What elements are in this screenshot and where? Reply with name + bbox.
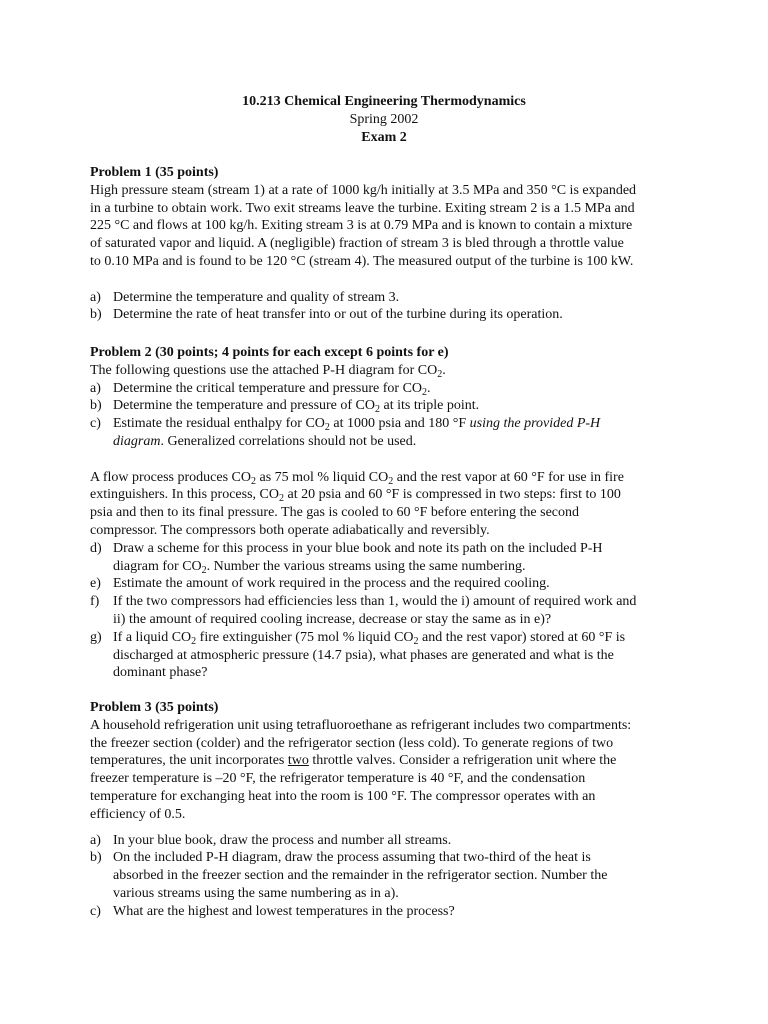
term: Spring 2002 <box>349 112 419 127</box>
question-label: c) <box>90 903 101 919</box>
question-item: e) Estimate the amount of work required in the process and the required cooling. <box>90 576 550 592</box>
question-item: a) In your blue book, draw the process and number all streams. <box>90 832 452 848</box>
question-label: b) <box>90 307 102 323</box>
problem-2 <box>90 344 690 682</box>
problem-3 <box>90 699 690 921</box>
problem-1-line: High pressure steam (stream 1) at a rate of 1000 kg/h initially at 3.5 MPa and 350 °C is expanded <box>90 182 637 198</box>
question-label: a) <box>90 289 101 305</box>
question-label: c) <box>90 416 101 432</box>
course-title: 10.213 Chemical Engineering Thermodynamics <box>242 94 526 109</box>
question-text: Determine the temperature and quality of stream 3. <box>113 289 400 305</box>
question-label: a) <box>90 832 101 848</box>
question-item: c) Estimate the residual enthalpy for $CO_2$ at 1000 psia and 180 °F using the provided P-H diagram. Generalized correlations should not be used. <box>90 416 601 449</box>
problem-3-line: freezer temperature is –20 °F, the refrigerator temperature is 40 °F, and the condensation <box>90 771 586 787</box>
question-label: b) <box>90 850 102 866</box>
problem-1-line: of saturated vapor and liquid. A (negligible) fraction of stream 3 is bled through a throttle value <box>90 236 624 252</box>
question-label: f) <box>90 594 100 610</box>
question-label: b) <box>90 398 102 414</box>
question-item <box>90 306 690 324</box>
problem-1-line: 225 °C and flows at 100 kg/h. Exiting stream 3 is at 0.79 MPa and is known to contain a mixture <box>90 218 633 234</box>
question-item: b) Determine the temperature and pressure of $CO_2$ at its triple point. <box>90 398 480 416</box>
problem-1-line: to 0.10 MPa and is found to be 120 °C (stream 4). The measured output of the turbine is 100 kW. <box>90 253 634 269</box>
exam-title: Exam 2 <box>361 130 407 145</box>
problem-1-heading: Problem 1 (35 points) <box>90 165 219 180</box>
question-item: c) What are the highest and lowest temperatures in the process? <box>90 903 455 919</box>
problem-3-line: temperatures, the unit incorporates two throttle valves. Consider a refrigeration unit where the <box>90 753 617 769</box>
problem-2-questions-a-c <box>90 380 690 451</box>
flow-process-line: psia and then to its final pressure. The gas is cooled to 60 °F before entering the second <box>90 505 579 521</box>
flow-process-line: compressor. The compressors both operate adiabatically and reversibly. <box>90 522 490 538</box>
problem-3-line: the freezer section (colder) and the refrigerator section (less cold). To generate regions of two <box>90 735 614 751</box>
title-block <box>0 93 768 147</box>
flow-process-line: extinguishers. In this process, $CO_2$ at 20 psia and 60 °F is compressed in two steps: first to 100 <box>90 487 621 505</box>
question-item <box>90 289 690 307</box>
question-item: a) Determine the critical temperature and pressure for $CO_2$. <box>90 380 431 398</box>
problem-2-heading: Problem 2 (30 points; 4 points for each except 6 points for e) <box>90 345 449 360</box>
problem-1-line: in a turbine to obtain work. Two exit streams leave the turbine. Exiting stream 2 is a 1.5 MPa and <box>90 200 635 216</box>
problem-2-questions-d-g <box>90 540 690 682</box>
problem-1 <box>90 164 690 324</box>
problem-3-heading: Problem 3 (35 points) <box>90 700 219 715</box>
question-item: f) If the two compressors had efficiencies less than 1, would the i) amount of required work and ii) the amount of required cooling increase, decrease or stay the same as in e)? <box>90 594 637 627</box>
problem-3-questions <box>90 832 690 921</box>
problem-3-line: A household refrigeration unit using tetrafluoroethane as refrigerant includes two compartments: <box>90 717 632 733</box>
flow-process-line: A flow process produces $CO_2$ as 75 mol % liquid $CO_2$ and the rest vapor at 60 °F for use in fire <box>90 469 624 487</box>
problem-1-questions <box>90 289 690 325</box>
question-text: Determine the rate of heat transfer into or out of the turbine during its operation. <box>113 307 563 323</box>
question-label: e) <box>90 576 101 592</box>
question-label: g) <box>90 629 102 645</box>
question-label: d) <box>90 540 102 556</box>
problem-2-intro: The following questions use the attached P-H diagram for $CO_2$. <box>90 362 446 380</box>
question-item: g) If a liquid $CO_2$ fire extinguisher (75 mol % liquid $CO_2$ and the rest vapor) stored at 60 °F is discharged at atmospheric pressure (14.7 psia), what phases are generated and what is the dominant phase? <box>90 629 626 681</box>
problem-3-line: efficiency of 0.5. <box>90 806 186 822</box>
question-item: b) On the included P-H diagram, draw the process assuming that two-third of the heat is absorbed in the freezer section and the remainder in the refrigerator section. Number the various streams using the same numbering as in a). <box>90 850 608 901</box>
question-label: a) <box>90 380 101 396</box>
problem-3-line: temperature for exchanging heat into the room is 100 °F. The compressor operates with an <box>90 788 596 804</box>
question-item: d) Draw a scheme for this process in your blue book and note its path on the included P-H diagram for $CO_2$. Number the various streams using the same numbering. <box>90 540 603 576</box>
